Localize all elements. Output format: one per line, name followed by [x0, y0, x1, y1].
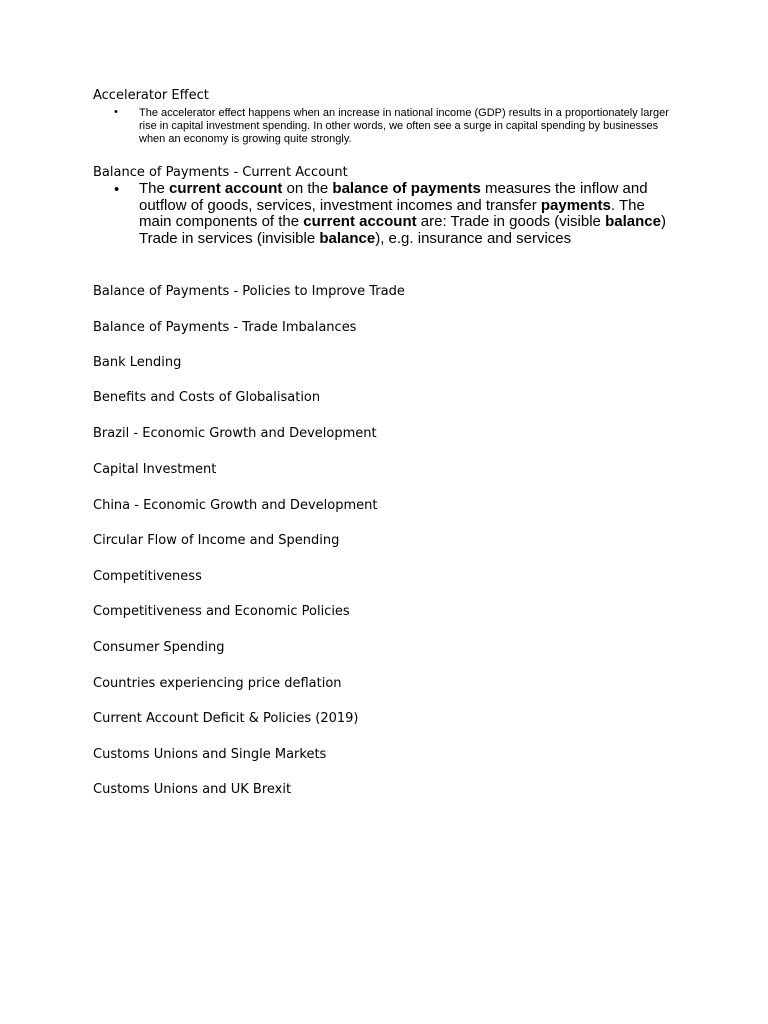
bold-text-run: current account — [169, 180, 283, 197]
text-run: ), e.g. insurance and services — [375, 230, 572, 248]
topic-heading: Competitiveness and Economic Policies — [93, 604, 350, 619]
topic-heading: China - Economic Growth and Development — [93, 498, 378, 513]
topic-heading: Consumer Spending — [93, 640, 225, 655]
bullet-text — [139, 181, 671, 248]
bold-text-run: balance — [319, 230, 376, 248]
topic-heading: Current Account Deficit & Policies (2019) — [93, 711, 359, 726]
bullet-icon: • — [114, 181, 120, 198]
bold-text-run: current account — [303, 213, 417, 231]
topic-heading: Customs Unions and UK Brexit — [93, 782, 292, 797]
text-run: measures the inflow and outflow of goods, services, investment incomes and transfer — [139, 180, 648, 214]
section-title: Balance of Payments - Current Account — [93, 165, 348, 180]
topic-heading: Competitiveness — [93, 569, 202, 584]
topic-heading: Customs Unions and Single Markets — [93, 747, 327, 762]
bullet-icon: • — [114, 106, 118, 118]
topic-heading: Circular Flow of Income and Spending — [93, 533, 340, 548]
text-run: on the — [282, 180, 333, 197]
topic-heading: Capital Investment — [93, 462, 217, 477]
topic-heading: Brazil - Economic Growth and Development — [93, 426, 377, 441]
text-run: ) Trade in services (invisible — [139, 213, 666, 248]
bullet-text: The accelerator effect happens when an increase in national income (GDP) results in a proportionately larger rise in capital investment spending. In other words, we often see a surge in capital spending by businesses when an economy is growing quite strongly. — [139, 107, 669, 145]
topic-heading: Bank Lending — [93, 355, 182, 370]
topic-heading: Balance of Payments - Trade Imbalances — [93, 320, 357, 335]
topic-heading: Countries experiencing price deflation — [93, 676, 342, 691]
bold-text-run: balance of payments — [332, 180, 481, 197]
bold-text-run: balance — [605, 213, 661, 231]
text-run: are: Trade in goods (visible — [416, 213, 606, 231]
section-title: Accelerator Effect — [93, 88, 209, 103]
topic-heading: Balance of Payments - Policies to Improve Trade — [93, 284, 405, 299]
text-run: . The main components of the — [139, 196, 645, 231]
bold-text-run: payments — [540, 196, 611, 214]
text-run: The — [139, 180, 170, 197]
topic-heading: Benefits and Costs of Globalisation — [93, 390, 321, 405]
